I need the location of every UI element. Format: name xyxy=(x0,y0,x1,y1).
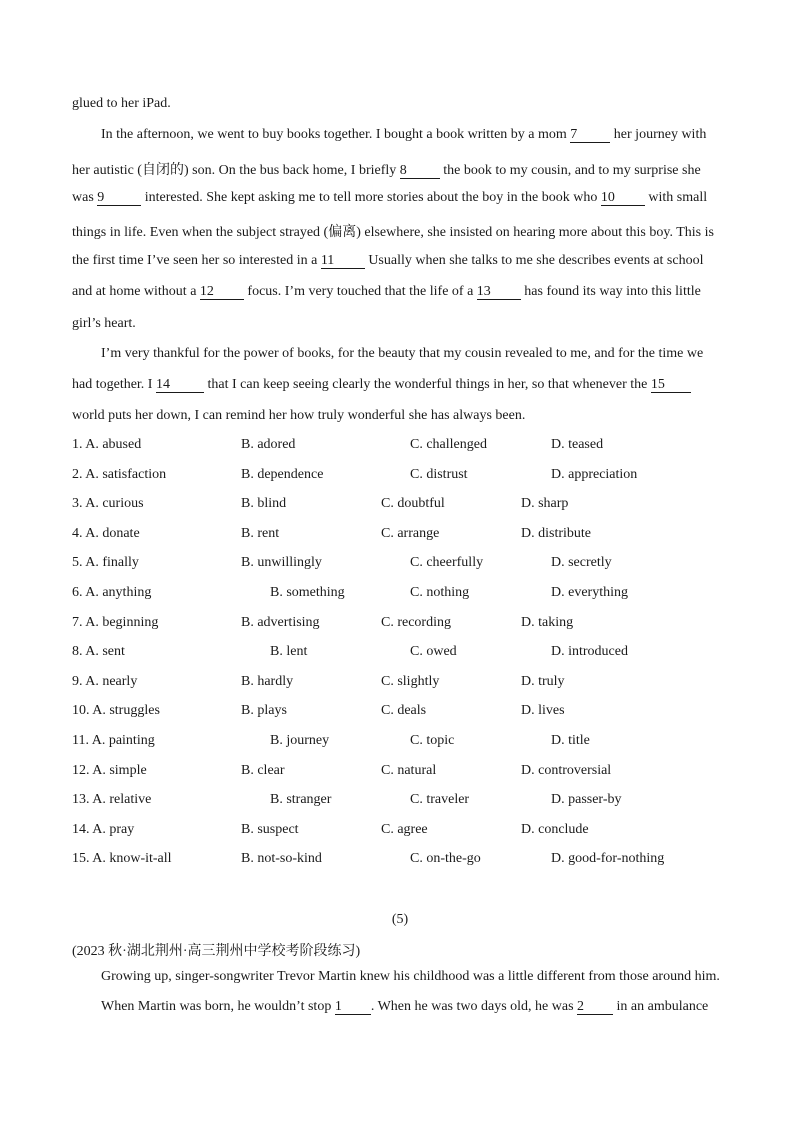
option-a xyxy=(72,851,172,867)
option-b: B. blind xyxy=(241,496,287,512)
blank-10: 10 xyxy=(601,190,645,206)
blank-13: 13 xyxy=(477,284,521,300)
option-c: C. cheerfully xyxy=(410,555,484,571)
option-a xyxy=(72,733,155,749)
passage-line xyxy=(101,999,727,1015)
option-c: C. traveler xyxy=(410,792,470,808)
option-a xyxy=(72,615,158,631)
text: with small xyxy=(648,190,708,205)
option-d: D. conclude xyxy=(521,821,589,837)
section-number: (5) xyxy=(391,912,409,927)
text: and at home without a xyxy=(72,284,197,299)
blank-9: 9 xyxy=(97,190,141,206)
option-a-text: A. curious xyxy=(85,496,144,512)
option-a xyxy=(72,674,137,690)
option-c: C. challenged xyxy=(410,437,487,452)
option-c: C. distrust xyxy=(410,466,468,482)
text: in an ambulance xyxy=(616,999,709,1014)
text: interested. She kept asking me to tell more stories about the boy in the book who xyxy=(144,190,598,205)
option-a-text: A. struggles xyxy=(92,703,160,719)
option-b: B. hardly xyxy=(241,673,294,689)
option-b: B. plays xyxy=(241,703,287,719)
option-d: D. teased xyxy=(551,437,604,452)
option-d: D. good-for-nothing xyxy=(551,851,665,867)
option-d: D. taking xyxy=(521,614,574,630)
question-number: 11. xyxy=(72,733,89,748)
option-a xyxy=(72,496,144,512)
option-a-text: A. donate xyxy=(85,525,140,541)
option-a-text: A. nearly xyxy=(85,673,138,689)
option-d: D. lives xyxy=(521,703,565,719)
text: her journey with xyxy=(613,127,707,142)
passage-line xyxy=(72,159,727,179)
option-c: C. deals xyxy=(381,703,427,719)
option-a xyxy=(72,467,166,483)
text: has found its way into this little xyxy=(524,284,701,299)
option-b: B. journey xyxy=(270,733,330,748)
option-d: D. everything xyxy=(551,585,628,600)
option-c: C. owed xyxy=(410,644,457,660)
option-a-text: A. finally xyxy=(85,555,139,571)
option-b: B. dependence xyxy=(241,466,324,482)
source-note: (2023 秋·湖北荆州·高三荆州中学校考阶段练习) xyxy=(72,944,361,959)
option-a-text: A. relative xyxy=(92,792,152,808)
option-b: B. not-so-kind xyxy=(241,851,322,867)
blank-1: 1 xyxy=(335,999,371,1015)
text: that I can keep seeing clearly the wonderful things in her, so that whenever the xyxy=(207,377,648,392)
blank-14: 14 xyxy=(156,377,204,393)
text: things in life. Even when the subject strayed (偏离) elsewhere, she insisted on hearing more about this boy. This is xyxy=(72,225,714,240)
question-number: 4. xyxy=(72,525,83,541)
option-d: D. secretly xyxy=(551,555,612,571)
option-c: C. agree xyxy=(381,821,428,837)
option-a xyxy=(72,822,134,838)
option-c: C. on-the-go xyxy=(410,851,481,867)
blank-8: 8 xyxy=(400,163,440,179)
option-c: C. natural xyxy=(381,762,437,778)
option-a xyxy=(72,792,151,808)
option-c: C. recording xyxy=(381,614,451,630)
question-number: 10. xyxy=(72,703,90,719)
passage-line xyxy=(72,377,727,393)
question-number: 1. xyxy=(72,437,83,452)
blank-11: 11 xyxy=(321,253,365,269)
option-d: D. sharp xyxy=(521,496,569,512)
blank-7: 7 xyxy=(570,127,610,143)
question-number: 5. xyxy=(72,555,83,571)
option-a-text: A. know-it-all xyxy=(92,851,172,867)
question-number: 8. xyxy=(72,644,83,660)
text: world puts her down, I can remind her how truly wonderful she has always been. xyxy=(72,408,526,423)
option-c: C. arrange xyxy=(381,525,440,541)
passage-line xyxy=(72,284,727,300)
option-b: B. unwillingly xyxy=(241,555,322,571)
option-b: B. rent xyxy=(241,525,280,541)
option-d: D. truly xyxy=(521,673,565,689)
option-d: D. introduced xyxy=(551,644,628,660)
passage-line xyxy=(101,346,727,362)
option-a xyxy=(72,703,160,719)
passage-line xyxy=(72,316,136,332)
option-a xyxy=(72,644,125,660)
option-d: D. passer-by xyxy=(551,792,622,808)
question-number: 15. xyxy=(72,851,90,867)
option-a xyxy=(72,763,147,779)
option-a-text: A. pray xyxy=(92,821,135,837)
option-a xyxy=(72,585,151,601)
option-d: D. appreciation xyxy=(551,466,638,482)
option-b: B. something xyxy=(270,585,345,600)
text: had together. I xyxy=(72,377,153,392)
passage-line xyxy=(72,96,171,112)
option-a-text: A. beginning xyxy=(85,614,159,630)
question-number: 14. xyxy=(72,821,90,837)
option-a-text: A. sent xyxy=(85,644,125,660)
text: glued to her iPad. xyxy=(72,96,171,111)
option-c: C. nothing xyxy=(410,585,470,600)
option-b: B. stranger xyxy=(270,792,332,808)
text: was xyxy=(72,190,94,205)
option-d: D. distribute xyxy=(521,525,591,541)
option-c: C. topic xyxy=(410,733,455,748)
passage-line xyxy=(72,190,727,206)
option-a-text: A. anything xyxy=(85,585,152,600)
option-a xyxy=(72,555,139,571)
blank-15: 15 xyxy=(651,377,691,393)
text: In the afternoon, we went to buy books together. I bought a book written by a mom xyxy=(101,127,567,142)
blank-12: 12 xyxy=(200,284,244,300)
question-number: 9. xyxy=(72,673,83,689)
option-a-text: A. abused xyxy=(85,437,142,452)
option-b: B. adored xyxy=(241,437,296,452)
question-number: 2. xyxy=(72,466,83,482)
text: When Martin was born, he wouldn’t stop xyxy=(101,999,332,1014)
passage-line xyxy=(72,408,525,424)
question-number: 6. xyxy=(72,585,83,600)
option-b: B. advertising xyxy=(241,614,320,630)
option-a-text: A. satisfaction xyxy=(85,466,167,482)
passage-line xyxy=(72,253,727,269)
passage-line xyxy=(72,221,727,241)
text: . When he was two days old, he was xyxy=(370,999,574,1014)
question-number: 7. xyxy=(72,614,83,630)
option-b: B. lent xyxy=(270,644,308,660)
option-a-text: A. simple xyxy=(92,762,147,778)
option-d: D. controversial xyxy=(521,762,612,778)
text: I’m very thankful for the power of books, for the beauty that my cousin revealed to me, and for the time we xyxy=(101,346,704,361)
text: the first time I’ve seen her so interested in a xyxy=(72,253,318,268)
text: girl’s heart. xyxy=(72,316,136,331)
option-a xyxy=(72,526,140,542)
blank-2: 2 xyxy=(577,999,613,1015)
text: Growing up, singer-songwriter Trevor Martin knew his childhood was a little different from those around him. xyxy=(101,969,720,984)
question-number: 12. xyxy=(72,762,90,778)
option-b: B. suspect xyxy=(241,821,299,837)
option-d: D. title xyxy=(551,733,590,748)
option-c: C. slightly xyxy=(381,673,440,689)
option-a xyxy=(72,437,141,453)
text: Usually when she talks to me she describes events at school xyxy=(368,253,704,268)
text: focus. I’m very touched that the life of a xyxy=(247,284,474,299)
question-number: 13. xyxy=(72,792,90,808)
option-a-text: A. painting xyxy=(91,733,155,748)
option-b: B. clear xyxy=(241,762,285,778)
passage-line xyxy=(101,969,727,985)
question-number: 3. xyxy=(72,496,83,512)
text: her autistic (自闭的) son. On the bus back home, I briefly xyxy=(72,163,397,178)
passage-line xyxy=(101,127,727,143)
option-c: C. doubtful xyxy=(381,496,445,512)
text: the book to my cousin, and to my surprise she xyxy=(443,163,701,178)
